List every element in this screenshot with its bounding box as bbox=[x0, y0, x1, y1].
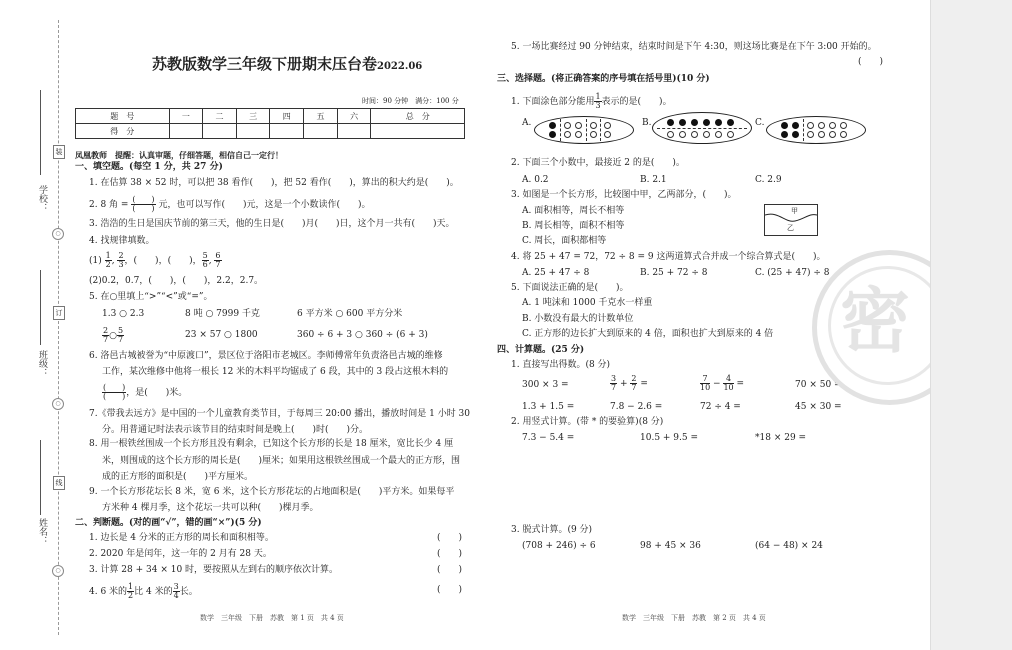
dot-empty bbox=[829, 131, 836, 138]
score-cell[interactable] bbox=[304, 124, 338, 139]
compare-item: 360 ÷ 6 + 3 ○ 360 ÷ (6 + 3) bbox=[297, 330, 428, 340]
fraction bbox=[105, 252, 112, 269]
numerator: 1 bbox=[105, 251, 111, 260]
viewer-background bbox=[930, 0, 1012, 650]
question bbox=[89, 583, 198, 600]
name-underline bbox=[40, 440, 41, 515]
score-cell[interactable] bbox=[169, 124, 203, 139]
question: 1. 边长是 4 分米的正方形的周长和面积相等。 bbox=[89, 533, 274, 543]
dot-filled bbox=[781, 131, 788, 138]
question: 7.《带我去远方》是中国的一个儿童教育类节目，于每周三 20:00 播出，播放时间是 1 小时 30 bbox=[89, 409, 471, 419]
binding-line bbox=[58, 20, 59, 635]
dot-filled bbox=[679, 119, 686, 126]
question bbox=[89, 196, 370, 213]
question bbox=[102, 384, 187, 401]
option: A. 1 吨沫和 1000 千克水一样重 bbox=[522, 298, 653, 308]
question: 4. 将 25 + 47 = 72，72 ÷ 8 = 9 这两道算式合并成一个综合算式是( )。 bbox=[511, 252, 826, 262]
score-cell[interactable] bbox=[337, 124, 371, 139]
dot-filled bbox=[781, 122, 788, 129]
question-text: (1) bbox=[89, 256, 102, 266]
section-3-title: 三、选择题。(将正确答案的序号填在括号里)(10 分) bbox=[497, 74, 710, 84]
dot-empty bbox=[590, 122, 597, 129]
dot-filled bbox=[703, 119, 710, 126]
numerator: 2 bbox=[631, 374, 637, 383]
fraction bbox=[102, 327, 109, 344]
dot-empty bbox=[564, 131, 571, 138]
dot-empty bbox=[575, 131, 582, 138]
compare-item: 23 × 57 ○ 1800 bbox=[185, 330, 258, 340]
question: 5. 一场比赛经过 90 分钟结束，结束时间是下午 4:30，则这场比赛是在下午 3:00 开始的。 bbox=[511, 42, 877, 52]
dot-empty bbox=[727, 131, 734, 138]
dot-empty bbox=[604, 122, 611, 129]
option: A. 面积相等，周长不相等 bbox=[522, 206, 625, 216]
score-header: 六 bbox=[337, 109, 371, 124]
divider bbox=[586, 119, 587, 141]
question: 2. 下面三个小数中，最接近 2 的是( )。 bbox=[511, 158, 685, 168]
score-header: 五 bbox=[304, 109, 338, 124]
question: 分。用普通记时法表示该节目的结束时间是晚上( )时( )分。 bbox=[102, 425, 369, 435]
question-text: 元，也可以写作( )元，这是一个小数读作( )。 bbox=[158, 200, 371, 210]
answer-paren[interactable]: ( ) bbox=[437, 565, 463, 575]
denominator: 7 bbox=[631, 383, 637, 392]
compare-item: 6 平方米 ○ 600 平方分米 bbox=[297, 309, 403, 319]
question-text: ，是( )米。 bbox=[126, 388, 188, 398]
option: A. 0.2 bbox=[522, 175, 549, 185]
fraction-blank: $\frac{( )}{( )}$ bbox=[103, 383, 126, 401]
numerator: 7 bbox=[700, 375, 710, 384]
fraction bbox=[723, 375, 733, 392]
divider bbox=[560, 119, 561, 141]
divider bbox=[803, 119, 804, 141]
compare-item: 8 吨 ○ 7999 千克 bbox=[185, 309, 260, 319]
binder-mark: 订 bbox=[53, 306, 65, 320]
option-label: C. bbox=[755, 118, 765, 128]
question: (1) $\frac{1}{2}$ , $\frac{2}{3}$ ，( )，( )， $\frac{5}{6}$ , $\frac{6}{7}$ bbox=[89, 251, 221, 269]
region-jia: 甲 bbox=[791, 207, 798, 215]
class-underline bbox=[40, 270, 41, 345]
denominator: 7 bbox=[215, 260, 221, 269]
option: B. 小数没有最大的计数单位 bbox=[522, 314, 634, 324]
option: B. 周长相等，面积不相等 bbox=[522, 221, 625, 231]
denominator: 6 bbox=[202, 260, 208, 269]
numerator: 4 bbox=[723, 375, 733, 384]
compare-item: $\frac{2}{7}$ ○ $\frac{5}{7}$ bbox=[103, 326, 124, 344]
score-row-label: 得 分 bbox=[76, 124, 170, 139]
section-4-title: 四、计算题。(25 分) bbox=[497, 345, 585, 355]
answer-paren[interactable]: ( ) bbox=[437, 533, 463, 543]
score-header: 题 号 bbox=[76, 109, 170, 124]
school-label: 学校： bbox=[37, 185, 47, 212]
seal-watermark-text: 密 bbox=[840, 279, 910, 362]
rectangle-figure bbox=[764, 204, 818, 236]
fraction bbox=[202, 252, 209, 269]
fraction bbox=[700, 375, 710, 392]
answer-paren[interactable]: ( ) bbox=[437, 585, 463, 595]
score-header: 四 bbox=[270, 109, 304, 124]
question: 成的正方形的面积是( )平方厘米。 bbox=[102, 472, 254, 482]
dot-empty bbox=[840, 131, 847, 138]
question: 3. 脱式计算。(9 分) bbox=[511, 525, 593, 535]
denominator: 2 bbox=[105, 260, 111, 269]
binder-hole: ○ bbox=[52, 398, 64, 410]
dot-empty bbox=[807, 131, 814, 138]
score-cell[interactable] bbox=[236, 124, 270, 139]
calc-item: 300 × 3 = bbox=[522, 380, 569, 390]
dot-empty bbox=[715, 131, 722, 138]
option: C. (25 + 47) ÷ 8 bbox=[755, 268, 830, 278]
calc-item: 98 + 45 × 36 bbox=[640, 541, 701, 551]
option: C. 周长，面积都相等 bbox=[522, 236, 607, 246]
binder-mark: 装 bbox=[53, 145, 65, 159]
page-title bbox=[152, 55, 422, 76]
numerator: 1 bbox=[595, 92, 601, 101]
section-1-title: 一、填空题。(每空 1 分，共 27 分) bbox=[75, 162, 223, 172]
question: 方米种 4 棵月季，这个花坛一共可以种( )棵月季。 bbox=[102, 503, 319, 513]
title-year: 2022.06 bbox=[377, 61, 423, 72]
question: 2. 用竖式计算。(带 * 的要验算)(8 分) bbox=[511, 417, 664, 427]
score-cell[interactable] bbox=[371, 124, 465, 139]
footer-right: 数学 三年级 下册 苏教 第 2 页 共 4 页 bbox=[622, 614, 766, 622]
score-header: 一 bbox=[169, 109, 203, 124]
dot-empty bbox=[564, 122, 571, 129]
dot-empty bbox=[818, 131, 825, 138]
title-text: 苏教版数学三年级下册期末压台卷 bbox=[152, 55, 378, 73]
question-text: 4. 6 米的 bbox=[89, 587, 128, 597]
dot-filled bbox=[549, 122, 556, 129]
denominator: 3 bbox=[595, 101, 601, 110]
dot-filled bbox=[549, 131, 556, 138]
fraction bbox=[117, 327, 124, 344]
time-note: 时间：90 分钟 满分：100 分 bbox=[362, 97, 459, 105]
fraction bbox=[173, 583, 180, 600]
denominator: 10 bbox=[700, 383, 711, 392]
dot-empty bbox=[829, 122, 836, 129]
footer-left: 数学 三年级 下册 苏教 第 1 页 共 4 页 bbox=[200, 614, 344, 622]
divider bbox=[657, 128, 747, 129]
calc-item: 70 × 50 = bbox=[795, 380, 842, 390]
question: (2)0.2，0.7，( )，( )，2.2，2.7。 bbox=[89, 276, 264, 286]
dot-filled bbox=[691, 119, 698, 126]
numerator: 5 bbox=[202, 251, 208, 260]
question: 3. 计算 28 + 34 × 10 时，要按照从左到右的顺序依次计算。 bbox=[89, 565, 339, 575]
dot-oval-c bbox=[766, 116, 866, 144]
score-cell[interactable] bbox=[203, 124, 237, 139]
option: B. 25 + 72 ÷ 8 bbox=[640, 268, 708, 278]
option-label: A. bbox=[522, 118, 532, 128]
calc-item: *18 × 29 = bbox=[755, 433, 807, 443]
answer-paren[interactable]: ( ) bbox=[858, 57, 884, 67]
question: 8. 用一根铁丝围成一个长方形且没有剩余，已知这个长方形的长是 18 厘米，宽比长少 4 厘 bbox=[89, 439, 454, 449]
dot-empty bbox=[604, 131, 611, 138]
question: 1. 在估算 38 × 52 时，可以把 38 看作( )，把 52 看作( )，算出的积大约是( )。 bbox=[89, 178, 459, 188]
question-text: 1. 下面涂色部分能用 bbox=[511, 97, 595, 107]
dot-filled bbox=[792, 122, 799, 129]
numerator: 2 bbox=[103, 326, 109, 335]
binder-hole: ○ bbox=[52, 228, 64, 240]
calc-item: (708 + 246) ÷ 6 bbox=[522, 541, 596, 551]
numerator: 2 bbox=[118, 251, 124, 260]
calc-item: 45 × 30 = bbox=[795, 402, 842, 412]
question: 4. 找规律填数。 bbox=[89, 236, 155, 246]
dot-filled bbox=[727, 119, 734, 126]
calc-item: (64 − 48) × 24 bbox=[755, 541, 823, 551]
score-table bbox=[75, 108, 465, 139]
calc-item: 7.8 − 2.6 = bbox=[610, 402, 663, 412]
school-underline bbox=[40, 90, 41, 175]
option: A. 25 + 47 ÷ 8 bbox=[522, 268, 590, 278]
denominator: 10 bbox=[723, 383, 734, 392]
question-text: 2. 8 角 = bbox=[89, 200, 129, 210]
binder-mark: 线 bbox=[53, 476, 65, 490]
numerator: 1 bbox=[128, 582, 134, 591]
question: 1. 直接写出得数。(8 分) bbox=[511, 360, 611, 370]
score-header: 三 bbox=[236, 109, 270, 124]
score-header: 总 分 bbox=[371, 109, 465, 124]
question: 3. 浩浩的生日是国庆节前的第三天，他的生日是( )月( )日，这个月一共有( )天。 bbox=[89, 219, 455, 229]
fraction bbox=[594, 93, 601, 110]
binder-hole: ○ bbox=[52, 565, 64, 577]
answer-paren[interactable]: ( ) bbox=[437, 549, 463, 559]
compare-item: 1.3 ○ 2.3 bbox=[102, 309, 145, 319]
question-text: ，( )，( )， bbox=[124, 256, 202, 266]
denominator: 7 bbox=[611, 383, 617, 392]
name-label: 姓名： bbox=[37, 518, 47, 545]
question: 3. 如图是一个长方形，比较图中甲，乙两部分，( )。 bbox=[511, 190, 737, 200]
dot-filled bbox=[792, 131, 799, 138]
denominator: 7 bbox=[103, 335, 109, 344]
numerator: 5 bbox=[117, 326, 124, 335]
dot-empty bbox=[691, 131, 698, 138]
dot-empty bbox=[818, 122, 825, 129]
question: 米，则围成的这个长方形的周长是( )厘米；如果用这根铁丝围成一个最大的正方形，围 bbox=[102, 456, 461, 466]
option: B. 2.1 bbox=[640, 175, 667, 185]
calc-item: $\frac{3}{7}$ + $\frac{2}{7}$ = bbox=[611, 374, 648, 392]
dot-empty bbox=[667, 131, 674, 138]
question bbox=[511, 93, 672, 110]
fraction bbox=[117, 252, 124, 269]
score-header: 二 bbox=[203, 109, 237, 124]
calc-item: 72 ÷ 4 = bbox=[700, 402, 741, 412]
question: 6. 洛邑古城被誉为“中原渡口”，景区位于洛阳市老城区。李师傅常年负责洛邑古城的维修 bbox=[89, 351, 443, 361]
denominator: 7 bbox=[117, 335, 124, 344]
numerator: 3 bbox=[173, 582, 179, 591]
calc-item: $\frac{7}{10}$ − $\frac{4}{10}$ = bbox=[700, 374, 745, 392]
dot-empty bbox=[840, 122, 847, 129]
section-2-title: 二、判断题。(对的画“√”，错的画“×”)(5 分) bbox=[75, 518, 262, 528]
score-cell[interactable] bbox=[270, 124, 304, 139]
denominator: 4 bbox=[173, 591, 179, 600]
question-text: 比 4 米的 bbox=[134, 587, 173, 597]
denominator: 3 bbox=[118, 260, 124, 269]
denominator: 2 bbox=[128, 591, 134, 600]
class-label: 班级： bbox=[37, 350, 47, 377]
dot-filled bbox=[715, 119, 722, 126]
numerator: 3 bbox=[611, 374, 617, 383]
fraction bbox=[610, 375, 617, 392]
question: 2. 2020 年是闰年，这一年的 2 月有 28 天。 bbox=[89, 549, 272, 559]
dot-empty bbox=[679, 131, 686, 138]
dot-empty bbox=[703, 131, 710, 138]
fraction bbox=[630, 375, 637, 392]
dot-filled bbox=[667, 119, 674, 126]
option: C. 正方形的边长扩大到原来的 4 倍，面积也扩大到原来的 4 倍 bbox=[522, 329, 774, 339]
dot-empty bbox=[575, 122, 582, 129]
question-text: 表示的是( )。 bbox=[601, 97, 672, 107]
dot-oval-a bbox=[534, 116, 634, 144]
question: 工作，某次维修中他将一根长 12 米的木料平均锯成了 6 段，其中的 3 段占这根木料的 bbox=[102, 367, 449, 377]
fraction-blank: $\frac{( )}{( )}$ bbox=[132, 195, 155, 213]
numerator: 6 bbox=[215, 251, 221, 260]
dot-empty bbox=[590, 131, 597, 138]
calc-item: 10.5 + 9.5 = bbox=[640, 433, 699, 443]
dot-oval-b bbox=[652, 112, 752, 144]
region-yi: 乙 bbox=[787, 224, 794, 232]
option-label: B. bbox=[642, 118, 652, 128]
option: C. 2.9 bbox=[755, 175, 782, 185]
dot-empty bbox=[807, 122, 814, 129]
fraction bbox=[214, 252, 221, 269]
question: 5. 在○里填上“>”“<”或“=”。 bbox=[89, 292, 213, 302]
calc-item: 7.3 − 5.4 = bbox=[522, 433, 575, 443]
calc-item: 1.3 + 1.5 = bbox=[522, 402, 575, 412]
divider bbox=[600, 119, 601, 141]
question-text: 长。 bbox=[179, 587, 198, 597]
question: 5. 下面说法正确的是( )。 bbox=[511, 283, 629, 293]
question: 9. 一个长方形花坛长 8 米，宽 6 米，这个长方形花坛的占地面积是( )平方米。如果每平 bbox=[89, 487, 455, 497]
tip-text: 凤凰教师 提醒：认真审题，仔细答题，相信自己一定行！ bbox=[75, 150, 283, 160]
